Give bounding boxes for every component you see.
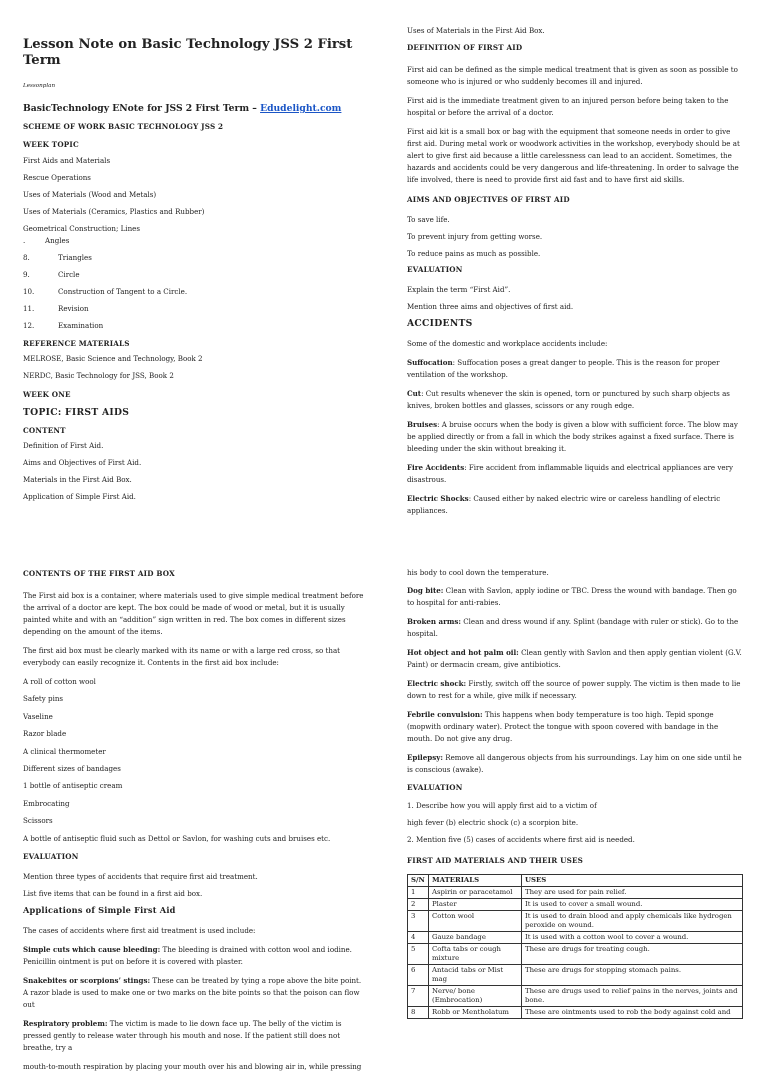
case-item-term: Simple cuts which cause bleeding: — [23, 944, 161, 954]
reference-heading: REFERENCE MATERIALS — [23, 339, 130, 348]
first-aid-item: Razor blade — [23, 729, 67, 739]
table-cell: 6 — [408, 965, 429, 986]
content-heading: CONTENT — [23, 426, 66, 435]
first-aid-item: Vaseline — [23, 711, 53, 721]
case-item-term: Respiratory problem: — [23, 1018, 108, 1028]
table-row — [408, 986, 743, 1007]
case-item — [407, 752, 744, 776]
table-row — [408, 944, 743, 965]
case-item-term: Dog bite: — [407, 586, 444, 595]
table-row — [408, 887, 743, 899]
case-item — [23, 975, 366, 1011]
table-heading: FIRST AID MATERIALS AND THEIR USES — [407, 856, 584, 865]
case-item — [407, 647, 744, 671]
numbered-topic-item — [23, 303, 366, 314]
evaluation-heading: EVALUATION — [23, 851, 79, 861]
table-row — [408, 911, 743, 932]
first-aid-item: Embrocating — [23, 798, 70, 808]
case-item-text: Remove all dangerous objects from his surroundings. Lay him on one side until he is conscious (awake). — [407, 753, 742, 774]
accidents-intro: Some of the domestic and workplace accidents include: — [407, 339, 608, 348]
case-item-term: Electric shock: — [407, 679, 467, 688]
case-item-text: Firstly, switch off the source of power supply. The victim is then made to lie down to rest for a while, give milk if necessary. — [407, 679, 741, 700]
intro-paragraph: The First aid box is a container, where materials used to give simple medical treatment before the arrival of a doctor are kept. The box could be made of wood or metal, but it is usually painted white and with an “addition” sign written in red. The box comes in different sizes depending on the amount of the items. — [23, 591, 364, 636]
table-cell: These are drugs for stopping stomach pains. — [522, 965, 743, 986]
evaluation-item: Mention three aims and objectives of first aid. — [407, 302, 574, 311]
table-cell: Aspirin or paracetamol — [429, 887, 522, 899]
accident-item — [407, 357, 744, 381]
table-cell: These are drugs used to relief pains in the nerves, joints and bone. — [522, 986, 743, 1007]
table-row — [408, 1007, 743, 1019]
case-item-term: Broken arms: — [407, 617, 461, 626]
table-cell: 3 — [408, 911, 429, 932]
page-2 — [384, 0, 768, 540]
table-cell: Antacid tabs or Mist mag — [429, 965, 522, 986]
numbered-topic-item — [23, 235, 366, 246]
scheme-heading: SCHEME OF WORK BASIC TECHNOLOGY JSS 2 — [23, 122, 224, 131]
reference-item: NERDC, Basic Technology for JSS, Book 2 — [23, 371, 174, 380]
table-cell: 7 — [408, 986, 429, 1007]
evaluation-item: high fever (b) electric shock (c) a scorpion bite. — [407, 818, 579, 827]
content-item: Aims and Objectives of First Aid. — [23, 458, 142, 467]
case-item-term: Snakebites or scorpions’ stings: — [23, 975, 151, 985]
table-row — [408, 899, 743, 911]
enote-heading: BasicTechnology ENote for JSS 2 First Term – Edudelight.com — [23, 103, 342, 114]
accident-item-text: : Suffocation poses a great danger to people. This is the reason for proper ventilation of the workshop. — [407, 358, 720, 379]
table-header-cell: MATERIALS — [429, 875, 522, 887]
topic-number: 10. — [23, 287, 35, 296]
content-item: Application of Simple First Aid. — [23, 492, 136, 501]
intro-paragraph: The first aid box must be clearly marked with its name or with a large red cross, so that everybody can easily recognize it. Contents in the first aid box include: — [23, 646, 341, 667]
week-topic-heading: WEEK TOPIC — [23, 140, 79, 149]
accident-item — [407, 419, 744, 455]
table-cell: They are used for pain relief. — [522, 887, 743, 899]
evaluation-item: Explain the term “First Aid”. — [407, 285, 511, 294]
definition-paragraph: First aid kit is a small box or bag with the equipment that someone needs in order to give first aid. During metal work or woodwork activities in the workshop, everybody should be at alert to give first aid because a little carelessness can lead to an accident. Sometimes, the hazards and accidents could be very dangerous and life-threatening. In order to salvage the life involved, there is need to provide first aid fast and to have first aid skills. — [407, 127, 740, 184]
numbered-topic-item — [23, 269, 366, 280]
table-cell: Cofta tabs or cough mixture — [429, 944, 522, 965]
table-cell: It is used with a cotton wool to cover a wound. — [522, 932, 743, 944]
numbered-topic-item — [23, 252, 366, 263]
table-cell: Plaster — [429, 899, 522, 911]
accident-item-term: Suffocation — [407, 358, 453, 367]
aim-item: To reduce pains as much as possible. — [407, 249, 541, 258]
evaluation-item: List five items that can be found in a first aid box. — [23, 888, 203, 898]
page-4 — [384, 540, 768, 1024]
table-cell: 2 — [408, 899, 429, 911]
case-item — [407, 678, 744, 702]
category-label: Lessonplan — [23, 83, 56, 89]
case-item-text: The victim is made to lie down face up. The belly of the victim is pressed gently to release water through his mouth and nose. If the patient still does not breathe, try a — [23, 1018, 342, 1052]
lesson-title: Lesson Note on Basic Technology JSS 2 First Term — [23, 37, 353, 68]
accident-item-term: Fire Accidents — [407, 463, 465, 472]
topic-number: 12. — [23, 321, 35, 330]
case-item — [407, 616, 744, 640]
case-item-term: Hot object and hot palm oil: — [407, 648, 519, 657]
first-aid-item: A roll of cotton wool — [23, 677, 96, 686]
table-cell: 4 — [408, 932, 429, 944]
first-aid-item: A clinical thermometer — [23, 746, 106, 756]
table-cell: Gauze bandage — [429, 932, 522, 944]
accident-item — [407, 493, 744, 517]
topic-heading: TOPIC: FIRST AIDS — [23, 407, 130, 418]
content-item: Materials in the First Aid Box. — [23, 475, 132, 484]
table-cell: 8 — [408, 1007, 429, 1019]
first-aid-item: Different sizes of bandages — [23, 763, 121, 773]
table-cell: It is used to cover a small wound. — [522, 899, 743, 911]
case-item — [23, 944, 366, 968]
topic-item: Uses of Materials (Wood and Metals) — [23, 190, 157, 199]
topic-number: . — [23, 236, 26, 245]
table-cell: It is used to drain blood and apply chemicals like hydrogen peroxide on wound. — [522, 911, 743, 932]
materials-table — [407, 874, 743, 1019]
first-aid-item: 1 bottle of antiseptic cream — [23, 781, 123, 791]
numbered-topic-item — [23, 286, 366, 297]
content-item: Definition of First Aid. — [23, 441, 104, 450]
case-item-text: Clean and dress wound if any. Splint (bandage with ruler or stick). Go to the hospital. — [407, 617, 739, 638]
topic-number: 8. — [23, 253, 30, 262]
aim-item: To prevent injury from getting worse. — [407, 232, 543, 241]
case-item-text: Clean with Savlon, apply iodine or TBC. Dress the wound with bandage. Then go to hospital for anti-rabies. — [407, 586, 737, 607]
table-header-cell: USES — [522, 875, 743, 887]
case-item-text: Clean gently with Savlon and then apply gentian violent (G.V. Paint) or dermacin cream, give antibiotics. — [407, 648, 742, 669]
accident-item — [407, 462, 744, 486]
case-item — [407, 585, 744, 609]
table-cell: These are ointments used to rob the body against cold and — [522, 1007, 743, 1019]
accidents-heading: ACCIDENTS — [407, 318, 473, 329]
evaluation-item: Mention three types of accidents that require first aid treatment. — [23, 871, 258, 881]
case-item — [407, 709, 744, 745]
topic-text: Examination — [58, 321, 104, 330]
accident-item-term: Electric Shocks — [407, 494, 469, 503]
table-header-cell: S/N — [408, 875, 429, 887]
topic-text: Circle — [58, 270, 80, 279]
contents-box-heading: CONTENTS OF THE FIRST AID BOX — [23, 569, 175, 578]
table-row — [408, 932, 743, 944]
accident-item-term: Bruises — [407, 420, 438, 429]
numbered-topic-item — [23, 320, 366, 331]
first-aid-item: A bottle of antiseptic fluid such as Dettol or Savlon, for washing cuts and bruises etc. — [23, 833, 331, 843]
edudelight-link[interactable]: Edudelight.com — [260, 103, 342, 114]
definition-paragraph: First aid can be defined as the simple medical treatment that is given as soon as possible to someone who is injured or who suddenly becomes ill and injured. — [407, 65, 738, 86]
applications-heading: Applications of Simple First Aid — [23, 904, 176, 915]
table-cell: 1 — [408, 887, 429, 899]
definition-paragraph: First aid is the immediate treatment given to an injured person before being taken to the hospital or before the arrival of a doctor. — [407, 96, 729, 117]
evaluation-heading: EVALUATION — [407, 265, 463, 274]
first-aid-item: Safety pins — [23, 694, 64, 704]
accident-item-term: Cut — [407, 389, 422, 398]
top-line: his body to cool down the temperature. — [407, 568, 549, 577]
case-item — [23, 1018, 366, 1054]
accident-item — [407, 388, 744, 412]
cut-off-line: mouth-to-mouth respiration by placing your mouth over his and blowing air in, while pressing — [23, 1061, 362, 1071]
case-item-term: Febrile convulsion: — [407, 710, 483, 719]
aim-item: To save life. — [407, 215, 450, 224]
accident-item-text: : A bruise occurs when the body is given a blow with sufficient force. The blow may be applied directly or from a fall in which the body strikes against a fixed surface. There is bleeding under the skin without breaking it. — [407, 420, 738, 453]
case-item-text: This happens when body temperature is too high. Tepid sponge (mopwith ordinary water). Protect the tongue with spoon covered with bandage in the mouth. Do not give any drug. — [407, 710, 719, 743]
table-cell: 5 — [408, 944, 429, 965]
evaluation-item: 2. Mention five (5) cases of accidents where first aid is needed. — [407, 835, 635, 844]
page-3 — [0, 540, 384, 1071]
top-line: Uses of Materials in the First Aid Box. — [407, 26, 545, 35]
applications-intro: The cases of accidents where first aid treatment is used include: — [23, 925, 256, 935]
topic-number: 11. — [23, 304, 35, 313]
topic-text: Angles — [45, 236, 70, 245]
week-one-heading: WEEK ONE — [23, 390, 71, 399]
reference-item: MELROSE, Basic Science and Technology, Book 2 — [23, 354, 203, 363]
evaluation-item: 1. Describe how you will apply first aid to a victim of — [407, 801, 597, 810]
topic-item: First Aids and Materials — [23, 156, 111, 165]
table-row — [408, 965, 743, 986]
topic-item: Uses of Materials (Ceramics, Plastics and Rubber) — [23, 207, 205, 216]
topic-number: 9. — [23, 270, 30, 279]
evaluation-heading: EVALUATION — [407, 783, 463, 792]
topic-text: Construction of Tangent to a Circle. — [58, 287, 188, 296]
table-cell: Cotton wool — [429, 911, 522, 932]
page-1 — [0, 0, 384, 540]
first-aid-item: Scissors — [23, 816, 53, 826]
topic-item: Rescue Operations — [23, 173, 91, 182]
case-item-text: These can be treated by tying a rope above the bite point. A razor blade is used to make one or two marks on the bite points so that the poison can flow out — [23, 975, 362, 1009]
table-cell: Nerve/ bone (Embrocation) — [429, 986, 522, 1007]
definition-heading: DEFINITION OF FIRST AID — [407, 43, 523, 52]
accident-item-text: : Caused either by naked electric wire or careless handling of electric appliances. — [407, 494, 721, 515]
accident-item-text: : Fire accident from inflammable liquids and electrical appliances are very disastrous. — [407, 463, 733, 484]
topic-item: Geometrical Construction; Lines — [23, 224, 140, 233]
topic-text: Revision — [58, 304, 89, 313]
case-item-term: Epilepsy: — [407, 753, 443, 762]
topic-text: Triangles — [58, 253, 92, 262]
accident-item-text: : Cut results whenever the skin is opened, torn or punctured by such sharp objects as knives, broken bottles and glasses, scissors or any rough edge. — [407, 389, 730, 410]
table-cell: Robb or Mentholatum — [429, 1007, 522, 1019]
case-item-text: The bleeding is drained with cotton wool and iodine. Penicillin ointment is put on before it is covered with plaster. — [23, 944, 352, 966]
table-cell: These are drugs for treating cough. — [522, 944, 743, 965]
aims-heading: AIMS AND OBJECTIVES OF FIRST AID — [407, 195, 570, 204]
